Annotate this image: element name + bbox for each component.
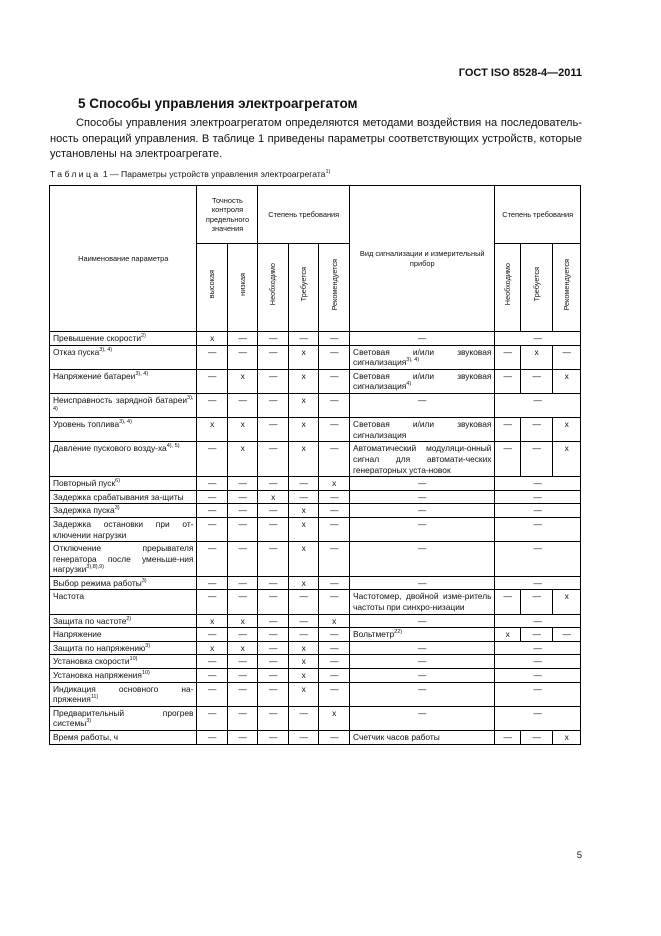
value-cell: х: [197, 418, 228, 442]
page-number: 5: [576, 850, 582, 861]
value-cell: —: [319, 332, 350, 346]
value-cell: —: [258, 418, 289, 442]
table-row: [50, 706, 581, 730]
value-cell: —: [288, 332, 319, 346]
signal-cell: —: [350, 614, 495, 628]
value-cell: —: [288, 590, 319, 614]
value-cell: —: [319, 517, 350, 541]
table-row: [50, 369, 581, 393]
parameter-name-cell: Уровень топлива$^{3), 4)}$: [50, 418, 197, 442]
value-cell: —: [197, 590, 228, 614]
value-cell: —: [227, 345, 258, 369]
degree-cell: —: [520, 628, 553, 642]
degree-merged-cell: —: [495, 614, 581, 628]
signal-cell: —: [350, 490, 495, 504]
parameter-name-cell: Давление пускового возду-$ха^{4), 5)}$: [50, 442, 197, 477]
degree-cell: —: [520, 418, 553, 442]
signal-cell: —: [350, 504, 495, 518]
value-cell: —: [258, 442, 289, 477]
table-row: [50, 345, 581, 369]
value-cell: х: [288, 418, 319, 442]
value-cell: —: [197, 504, 228, 518]
value-cell: —: [258, 332, 289, 346]
value-cell: —: [227, 731, 258, 745]
header-low: низкая: [227, 244, 258, 332]
value-cell: х: [319, 706, 350, 730]
value-cell: —: [197, 576, 228, 590]
header-high: высокая: [197, 244, 228, 332]
value-cell: х: [288, 393, 319, 417]
table-row: [50, 590, 581, 614]
section-title: 5 Способы управления электроагрегатом: [78, 96, 358, 111]
degree-merged-cell: —: [495, 393, 581, 417]
parameter-name-cell: Предварительный прогрев системы$^{3)}$: [50, 706, 197, 730]
value-cell: —: [227, 655, 258, 669]
value-cell: х: [227, 614, 258, 628]
value-cell: —: [227, 628, 258, 642]
value-cell: —: [258, 369, 289, 393]
degree-cell: —: [553, 628, 581, 642]
signal-cell: —: [350, 517, 495, 541]
degree-cell: х: [520, 345, 553, 369]
table-row: [50, 490, 581, 504]
degree-cell: —: [520, 442, 553, 477]
value-cell: —: [258, 345, 289, 369]
value-cell: —: [227, 490, 258, 504]
header-rec: Рекомендуется: [319, 244, 350, 332]
header-parameter-name: Наименование параметра: [50, 186, 197, 332]
value-cell: —: [227, 504, 258, 518]
degree-cell: —: [520, 369, 553, 393]
table-row: [50, 517, 581, 541]
parameter-name-cell: Защита по напряжению$^{3)}$: [50, 641, 197, 655]
degree-cell: х: [553, 369, 581, 393]
parameter-name-cell: Отказ пуска$^{3), 4)}$: [50, 345, 197, 369]
value-cell: —: [197, 731, 228, 745]
degree-merged-cell: —: [495, 706, 581, 730]
value-cell: х: [319, 614, 350, 628]
value-cell: —: [227, 669, 258, 683]
value-cell: —: [319, 418, 350, 442]
header-need: Необходимо: [258, 244, 289, 332]
table-body: [50, 332, 581, 745]
signal-cell: Автоматический модуляци-онный сигнал для автомати-ческих генераторных уста-новок: [350, 442, 495, 477]
value-cell: —: [197, 369, 228, 393]
parameters-table: [49, 185, 581, 745]
value-cell: —: [258, 628, 289, 642]
value-cell: —: [227, 542, 258, 577]
value-cell: —: [197, 655, 228, 669]
value-cell: —: [288, 731, 319, 745]
value-cell: —: [319, 669, 350, 683]
value-cell: х: [227, 369, 258, 393]
table-row: [50, 576, 581, 590]
value-cell: —: [319, 628, 350, 642]
caption-text: 1 — Параметры устройств управления электроагрегата: [100, 169, 326, 179]
degree-merged-cell: —: [495, 669, 581, 683]
value-cell: —: [319, 393, 350, 417]
value-cell: —: [258, 614, 289, 628]
parameter-name-cell: Защита по частоте$^{2)}$: [50, 614, 197, 628]
table-row: [50, 442, 581, 477]
table-row: [50, 542, 581, 577]
header-signal: Вид сигнализации и измерительный прибор: [350, 186, 495, 332]
signal-cell: Световая и/или звуковая сигнализация$^{4)}$: [350, 369, 495, 393]
table-row: [50, 655, 581, 669]
table-row: [50, 641, 581, 655]
parameter-name-cell: Задержка остановки при от-ключении нагрузки: [50, 517, 197, 541]
degree-cell: —: [495, 590, 520, 614]
table-row: [50, 628, 581, 642]
parameter-name-cell: Повторный пуск$^{6)}$: [50, 477, 197, 491]
signal-cell: —: [350, 641, 495, 655]
value-cell: х: [288, 576, 319, 590]
header-rec-2: Рекомендуется: [553, 244, 581, 332]
table-row: [50, 669, 581, 683]
parameter-name-cell: Напряжение: [50, 628, 197, 642]
table-caption: [50, 169, 330, 179]
value-cell: —: [319, 442, 350, 477]
degree-cell: х: [495, 628, 520, 642]
value-cell: х: [319, 477, 350, 491]
parameter-name-cell: Частота: [50, 590, 197, 614]
degree-cell: х: [553, 442, 581, 477]
value-cell: х: [288, 641, 319, 655]
signal-cell: Частотомер, двойной изме-ритель частоты при синхро-низации: [350, 590, 495, 614]
degree-merged-cell: —: [495, 655, 581, 669]
parameter-name-cell: Время работы, ч: [50, 731, 197, 745]
value-cell: —: [197, 442, 228, 477]
signal-cell: —: [350, 332, 495, 346]
value-cell: —: [197, 490, 228, 504]
degree-merged-cell: —: [495, 332, 581, 346]
parameter-name-cell: Задержка срабатывания за-щиты: [50, 490, 197, 504]
value-cell: —: [197, 517, 228, 541]
value-cell: —: [227, 706, 258, 730]
degree-cell: —: [520, 590, 553, 614]
value-cell: —: [319, 731, 350, 745]
parameter-name-cell: Отключение прерывателя генератора после уменьше-ния нагрузки$^{3),8),9)}$: [50, 542, 197, 577]
value-cell: —: [227, 332, 258, 346]
value-cell: —: [258, 669, 289, 683]
value-cell: —: [197, 477, 228, 491]
value-cell: —: [288, 628, 319, 642]
value-cell: —: [258, 590, 289, 614]
value-cell: —: [258, 477, 289, 491]
table-row: [50, 731, 581, 745]
degree-cell: —: [553, 345, 581, 369]
value-cell: —: [319, 655, 350, 669]
value-cell: —: [319, 345, 350, 369]
value-cell: —: [227, 517, 258, 541]
value-cell: —: [288, 490, 319, 504]
value-cell: —: [227, 477, 258, 491]
table-row: [50, 504, 581, 518]
signal-cell: —: [350, 576, 495, 590]
signal-cell: —: [350, 542, 495, 577]
value-cell: х: [288, 442, 319, 477]
value-cell: —: [258, 504, 289, 518]
table-row: [50, 418, 581, 442]
value-cell: —: [319, 369, 350, 393]
header-degree: Степень требования: [258, 186, 350, 244]
value-cell: —: [197, 669, 228, 683]
parameter-name-cell: Неисправность зарядной батареи$^{3), 4)}$: [50, 393, 197, 417]
degree-merged-cell: —: [495, 490, 581, 504]
parameter-name-cell: Напряжение батареи$^{3), 4)}$: [50, 369, 197, 393]
value-cell: —: [197, 628, 228, 642]
table-row: [50, 477, 581, 491]
header-degree-signal: Степень требования: [495, 186, 581, 244]
table-row: [50, 393, 581, 417]
value-cell: —: [227, 590, 258, 614]
value-cell: —: [258, 641, 289, 655]
degree-cell: —: [495, 442, 520, 477]
value-cell: х: [288, 655, 319, 669]
parameter-name-cell: Индикация основного на-пряжения$^{11)}$: [50, 682, 197, 706]
signal-cell: Световая и/или звуковая сигнализация: [350, 418, 495, 442]
value-cell: —: [258, 393, 289, 417]
value-cell: х: [288, 542, 319, 577]
parameter-name-cell: Задержка пуска$^{3)}$: [50, 504, 197, 518]
degree-merged-cell: —: [495, 576, 581, 590]
signal-cell: Счетчик часов работы: [350, 731, 495, 745]
signal-cell: Вольтметр$^{22)}$: [350, 628, 495, 642]
value-cell: —: [258, 517, 289, 541]
degree-cell: х: [553, 731, 581, 745]
value-cell: —: [258, 682, 289, 706]
value-cell: —: [258, 731, 289, 745]
value-cell: —: [197, 393, 228, 417]
value-cell: х: [288, 369, 319, 393]
value-cell: —: [258, 655, 289, 669]
value-cell: х: [258, 490, 289, 504]
value-cell: —: [319, 682, 350, 706]
signal-cell: —: [350, 706, 495, 730]
value-cell: —: [197, 706, 228, 730]
value-cell: —: [319, 641, 350, 655]
parameter-name-cell: Установка напряжения$^{10)}$: [50, 669, 197, 683]
intro-paragraph: Способы управления электроагрегатом определяются методами воздействия на последователь-ность операций управления. В таблице 1 приведены параметры соответствующих устройств, которые установлены на электроагрегате.: [50, 117, 582, 160]
value-cell: х: [197, 641, 228, 655]
value-cell: х: [197, 614, 228, 628]
degree-merged-cell: —: [495, 517, 581, 541]
value-cell: —: [319, 542, 350, 577]
value-cell: —: [197, 542, 228, 577]
header-need-2: Необходимо: [495, 244, 520, 332]
value-cell: —: [319, 576, 350, 590]
value-cell: —: [227, 576, 258, 590]
value-cell: х: [288, 669, 319, 683]
degree-merged-cell: —: [495, 477, 581, 491]
value-cell: х: [288, 517, 319, 541]
signal-cell: —: [350, 393, 495, 417]
header-req-2: Требуется: [520, 244, 553, 332]
value-cell: —: [288, 706, 319, 730]
value-cell: —: [197, 682, 228, 706]
signal-cell: —: [350, 682, 495, 706]
value-cell: —: [197, 345, 228, 369]
parameter-name-cell: Превышение скорости$^{2)}$: [50, 332, 197, 346]
degree-cell: —: [495, 418, 520, 442]
signal-cell: Световая и/или звуковая сигнализация$^{3), 4)}$: [350, 345, 495, 369]
header-req: Требуется: [288, 244, 319, 332]
value-cell: —: [319, 590, 350, 614]
degree-cell: х: [553, 590, 581, 614]
value-cell: х: [197, 332, 228, 346]
signal-cell: —: [350, 477, 495, 491]
value-cell: —: [258, 542, 289, 577]
degree-cell: —: [520, 731, 553, 745]
value-cell: х: [288, 504, 319, 518]
table-row: [50, 332, 581, 346]
value-cell: х: [227, 641, 258, 655]
value-cell: х: [288, 345, 319, 369]
degree-merged-cell: —: [495, 682, 581, 706]
value-cell: х: [288, 682, 319, 706]
signal-cell: —: [350, 669, 495, 683]
value-cell: х: [227, 442, 258, 477]
signal-cell: —: [350, 655, 495, 669]
value-cell: —: [258, 706, 289, 730]
degree-merged-cell: —: [495, 641, 581, 655]
header-accuracy: Точность контроля предельного значения: [197, 186, 258, 244]
caption-word: Таблица: [50, 169, 101, 179]
parameter-name-cell: Выбор режима работы$^{3)}$: [50, 576, 197, 590]
caption-footnote: 1): [325, 169, 331, 175]
value-cell: —: [288, 614, 319, 628]
value-cell: —: [227, 682, 258, 706]
table-row: [50, 614, 581, 628]
value-cell: —: [258, 576, 289, 590]
value-cell: —: [288, 477, 319, 491]
degree-merged-cell: —: [495, 542, 581, 577]
degree-cell: х: [553, 418, 581, 442]
degree-cell: —: [495, 369, 520, 393]
degree-cell: —: [495, 345, 520, 369]
parameter-name-cell: Установка скорости$^{10)}$: [50, 655, 197, 669]
document-header: ГОСТ ISO 8528-4—2011: [458, 67, 582, 79]
table-row: [50, 682, 581, 706]
value-cell: —: [319, 504, 350, 518]
degree-merged-cell: —: [495, 504, 581, 518]
degree-cell: —: [495, 731, 520, 745]
value-cell: —: [227, 393, 258, 417]
value-cell: х: [227, 418, 258, 442]
value-cell: —: [319, 490, 350, 504]
